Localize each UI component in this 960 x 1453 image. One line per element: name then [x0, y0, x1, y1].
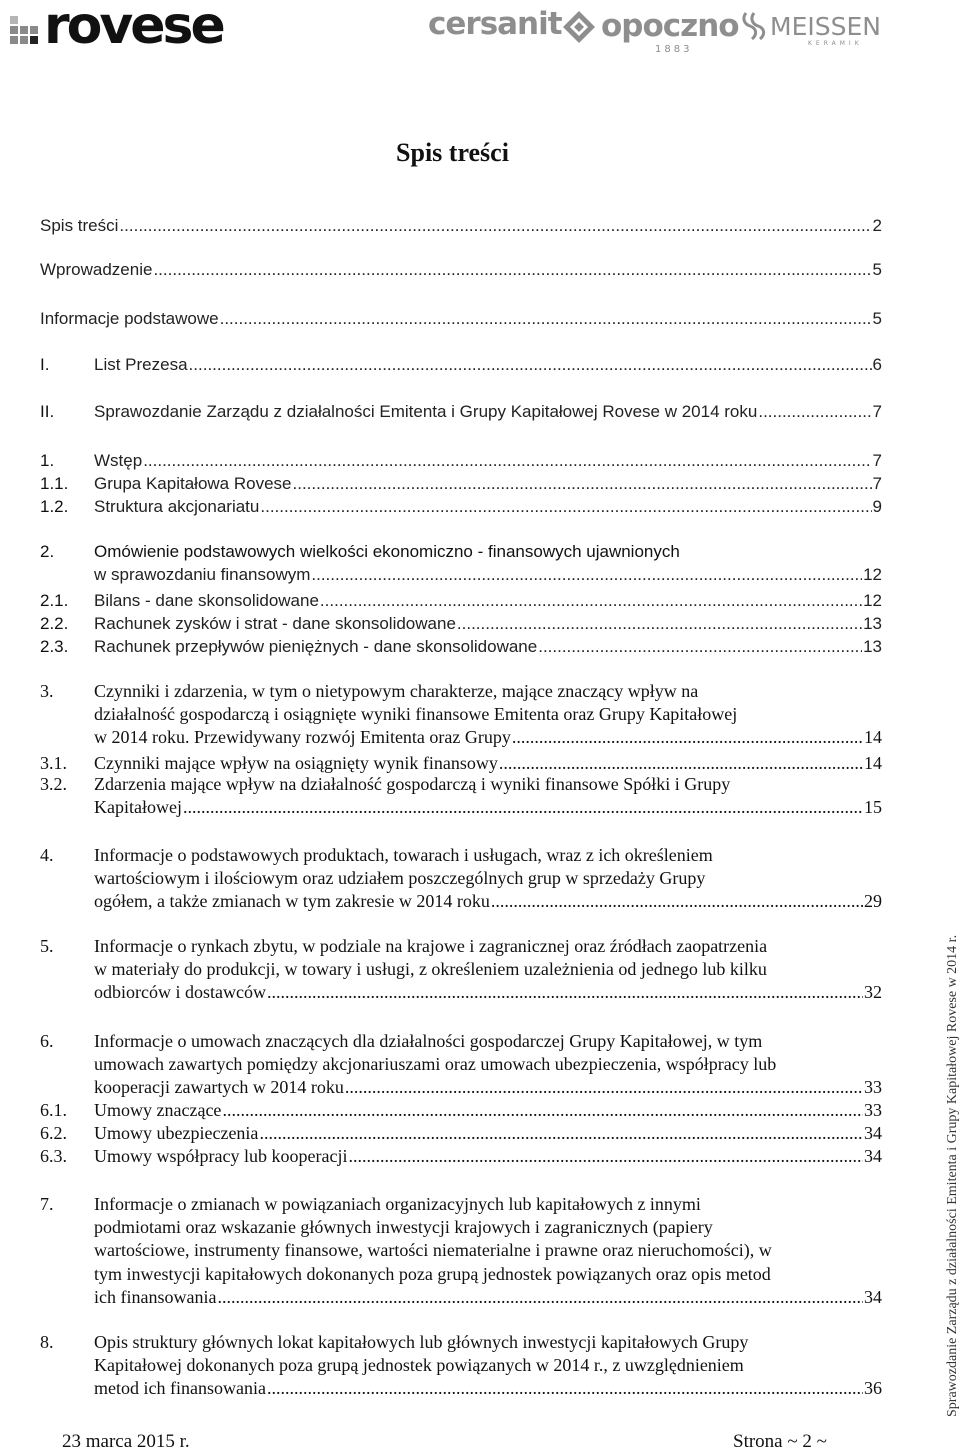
toc-entry-number: 6.3. [40, 1146, 67, 1166]
toc-entry-number: 7. [40, 1194, 54, 1214]
toc-entry-link[interactable] [94, 726, 882, 748]
toc-entry-page: 33 [864, 1100, 882, 1120]
toc-entry-link[interactable] [94, 1377, 882, 1399]
toc-entry-page: 14 [864, 727, 882, 748]
toc-entry-page: 34 [864, 1123, 882, 1143]
opoczno-logo-year: 1883 [655, 44, 693, 55]
toc-entry-label: Spis treści [40, 216, 119, 235]
toc-entry-number: II. [40, 402, 55, 421]
toc-entry-label: metod ich finansowania [94, 1378, 266, 1399]
toc-entry-link[interactable] [94, 450, 882, 472]
toc-dot-leader [512, 726, 863, 748]
toc-entry-text: Informacje o umowach znaczących dla działalności gospodarczej Grupy Kapitałowej, w tym [94, 1031, 763, 1051]
toc-entry-number: 6.2. [40, 1123, 67, 1143]
toc-dot-leader [457, 613, 862, 635]
toc-dot-leader [267, 981, 863, 1003]
toc-entry-label: Wprowadzenie [40, 260, 153, 279]
toc-dot-leader [220, 308, 872, 330]
toc-entry-label: ich finansowania [94, 1286, 217, 1307]
meissen-logo: MEISSEN [770, 12, 881, 41]
toc-entry-label: Struktura akcjonariatu [94, 497, 260, 516]
toc-entry-text: Informacje o zmianach w powiązaniach organizacyjnych lub kapitałowych z innymi [94, 1194, 701, 1214]
toc-entry-link[interactable] [94, 1145, 882, 1167]
header-logos [0, 0, 960, 60]
toc-entry-page: 33 [864, 1077, 882, 1098]
toc-entry-number: 1. [40, 451, 55, 470]
toc-entry-text: Informacje o rynkach zbytu, w podziale na krajowe i zagranicznej oraz źródłach zaopatrzenia [94, 936, 768, 956]
toc-entry-number: 3.2. [40, 774, 67, 794]
toc-entry-label: Kapitałowej [94, 797, 182, 818]
toc-entry-number: 8. [40, 1332, 54, 1352]
meissen-logo-sub: KERAMIK [808, 40, 863, 47]
toc-entry-page: 29 [864, 891, 882, 912]
page-title: Spis treści [396, 138, 509, 167]
toc-dot-leader [183, 796, 863, 818]
toc-entry-page: 36 [864, 1378, 882, 1399]
toc-entry-number: 2.3. [40, 637, 69, 656]
toc-entry-label: List Prezesa [94, 355, 188, 374]
toc-entry-label: ogółem, a także zmianach w tym zakresie w 2014 roku [94, 891, 490, 912]
toc-entry-link[interactable] [94, 1076, 882, 1098]
toc-dot-leader [217, 1286, 863, 1308]
opoczno-logo-icon [562, 10, 596, 44]
toc-entry-link[interactable] [94, 401, 882, 423]
toc-entry-page: 7 [872, 451, 882, 470]
toc-entry-label: w 2014 roku. Przewidywany rozwój Emitenta oraz Grupy [94, 727, 511, 748]
toc-dot-leader [538, 636, 862, 658]
toc-dot-leader [153, 259, 871, 281]
toc-dot-leader [499, 752, 863, 774]
toc-entry-page: 14 [864, 753, 882, 773]
toc-entry-page: 13 [863, 614, 882, 633]
toc-entry-page: 7 [872, 474, 882, 493]
toc-entry-link[interactable] [94, 636, 882, 658]
toc-entry-text: wartościowym i ilościowym oraz udziałem poszczególnych grup w sprzedaży Grupy [94, 868, 706, 889]
toc-entry-text: Czynniki i zdarzenia, w tym o nietypowym charakterze, mające znaczący wpływ na [94, 681, 699, 701]
toc-entry-link[interactable] [94, 890, 882, 912]
toc-entry-label: Wstęp [94, 451, 143, 470]
toc-entry-label: Grupa Kapitałowa Rovese [94, 474, 292, 493]
toc-entry-number: 3. [40, 681, 54, 701]
toc-entry-link[interactable] [94, 354, 882, 376]
toc-entry-page: 7 [872, 402, 882, 421]
toc-entry-number: 2. [40, 542, 55, 561]
toc-entry-text: tym inwestycji kapitałowych dokonanych poza grupą jednostek powiązanych oraz opis metod [94, 1263, 771, 1284]
toc-dot-leader [189, 354, 872, 376]
toc-entry-link[interactable] [94, 1099, 882, 1121]
toc-entry-page: 13 [863, 637, 882, 656]
toc-dot-leader [259, 1122, 863, 1144]
toc-entry-page: 5 [872, 260, 882, 279]
toc-dot-leader [348, 1145, 863, 1167]
toc-entry-page: 32 [864, 982, 882, 1003]
toc-entry-number: 1.1. [40, 474, 69, 493]
toc-entry-page: 9 [872, 497, 882, 516]
toc-entry-link[interactable] [94, 496, 882, 518]
toc-entry-text: Kapitałowej dokonanych poza grupą jednostek powiązanych w 2014 r., z uwzględnieniem [94, 1355, 744, 1376]
toc-entry-text: wartościowe, instrumenty finansowe, wartości niematerialne i prawne oraz nieruchomości), w [94, 1240, 772, 1261]
toc-dot-leader [222, 1099, 863, 1121]
meissen-logo-icon [740, 10, 766, 42]
toc-entry-page: 12 [863, 591, 882, 610]
toc-entry-label: Umowy znaczące [94, 1100, 222, 1120]
toc-dot-leader [260, 496, 871, 518]
footer-page-number: Strona ~ 2 ~ [733, 1431, 827, 1452]
footer-date: 23 marca 2015 r. [62, 1431, 190, 1452]
toc-entry-text: Zdarzenia mające wpływ na działalność gospodarczą i wyniki finansowe Spółki i Grupy [94, 774, 731, 794]
toc-entry-number: 2.1. [40, 591, 69, 610]
toc-dot-leader [119, 215, 871, 237]
toc-entry-number: 4. [40, 845, 54, 865]
toc-entry-page: 34 [864, 1146, 882, 1166]
toc-entry-link[interactable] [94, 590, 882, 612]
toc-entry-link[interactable] [94, 1122, 882, 1144]
toc-entry-text: działalność gospodarczą i osiągnięte wyniki finansowe Emitenta oraz Grupy Kapitałowej [94, 704, 738, 725]
toc-entry-page: 12 [863, 565, 882, 585]
toc-entry-link[interactable] [94, 981, 882, 1003]
toc-entry-link[interactable] [94, 752, 882, 774]
toc-entry-link[interactable] [40, 215, 882, 237]
toc-entry-link[interactable] [40, 259, 882, 281]
toc-entry-text: Informacje o podstawowych produktach, towarach i usługach, wraz z ich określeniem [94, 845, 713, 865]
toc-entry-label: Informacje podstawowe [40, 309, 219, 328]
toc-entry-link[interactable] [94, 473, 882, 495]
toc-entry-text: umowach zawartych pomiędzy akcjonariuszami oraz umowach ubezpieczenia, współpracy lub [94, 1054, 777, 1075]
toc-dot-leader [143, 450, 871, 472]
toc-entry-page: 15 [864, 797, 882, 818]
toc-entry-label: Umowy współpracy lub kooperacji [94, 1146, 348, 1166]
toc-entry-number: 1.2. [40, 497, 69, 516]
side-note: Sprawozdanie Zarządu z działalności Emitenta i Grupy Kapitałowej Rovese w 2014 r. [945, 934, 960, 1417]
toc-entry-text: Opis struktury głównych lokat kapitałowych lub głównych inwestycji kapitałowych Grupy [94, 1332, 749, 1352]
opoczno-logo: opoczno [601, 8, 739, 44]
rovese-logo-text: rovese [44, 0, 223, 56]
toc-entry-number: 3.1. [40, 753, 67, 773]
toc-entry-link[interactable] [94, 564, 882, 586]
toc-entry-link[interactable] [40, 308, 882, 330]
toc-dot-leader [267, 1377, 863, 1399]
toc-entry-link[interactable] [94, 1286, 882, 1308]
toc-entry-link[interactable] [94, 613, 882, 635]
toc-entry-number: 6. [40, 1031, 54, 1051]
toc-entry-text: w materiały do produkcji, w towary i usługi, z określeniem uzależnienia od jednego lub kilku [94, 959, 767, 980]
toc-entry-number: 2.2. [40, 614, 69, 633]
toc-entry-label: odbiorców i dostawców [94, 982, 266, 1003]
toc-dot-leader [345, 1076, 863, 1098]
toc-dot-leader [491, 890, 863, 912]
toc-entry-number: I. [40, 355, 50, 374]
toc-entry-text: Omówienie podstawowych wielkości ekonomiczno - finansowych ujawnionych [94, 542, 680, 561]
toc-entry-label: Sprawozdanie Zarządu z działalności Emitenta i Grupy Kapitałowej Rovese w 2014 roku [94, 402, 758, 421]
toc-entry-label: Rachunek przepływów pieniężnych - dane skonsolidowane [94, 637, 538, 656]
toc-entry-number: 6.1. [40, 1100, 67, 1120]
toc-entry-label: Rachunek zysków i strat - dane skonsolidowane [94, 614, 456, 633]
toc-entry-label: kooperacji zawartych w 2014 roku [94, 1077, 344, 1098]
toc-entry-label: Czynniki mające wpływ na osiągnięty wynik finansowy [94, 753, 498, 773]
cersanit-logo: cersanit [428, 6, 562, 42]
toc-entry-label: Bilans - dane skonsolidowane [94, 591, 319, 610]
toc-entry-link[interactable] [94, 796, 882, 818]
toc-dot-leader [758, 401, 871, 423]
toc-dot-leader [311, 564, 862, 586]
toc-entry-label: Umowy ubezpieczenia [94, 1123, 259, 1143]
toc-dot-leader [320, 590, 862, 612]
toc-dot-leader [293, 473, 872, 495]
toc-entry-label: w sprawozdaniu finansowym [94, 565, 311, 585]
toc-entry-page: 2 [872, 216, 882, 235]
toc-entry-page: 34 [864, 1286, 882, 1307]
toc-entry-page: 6 [872, 355, 882, 374]
toc-entry-page: 5 [872, 309, 882, 328]
toc-entry-text: podmiotami oraz wskazanie głównych inwestycji krajowych i zagranicznych (papiery [94, 1217, 713, 1238]
toc-entry-number: 5. [40, 936, 54, 956]
